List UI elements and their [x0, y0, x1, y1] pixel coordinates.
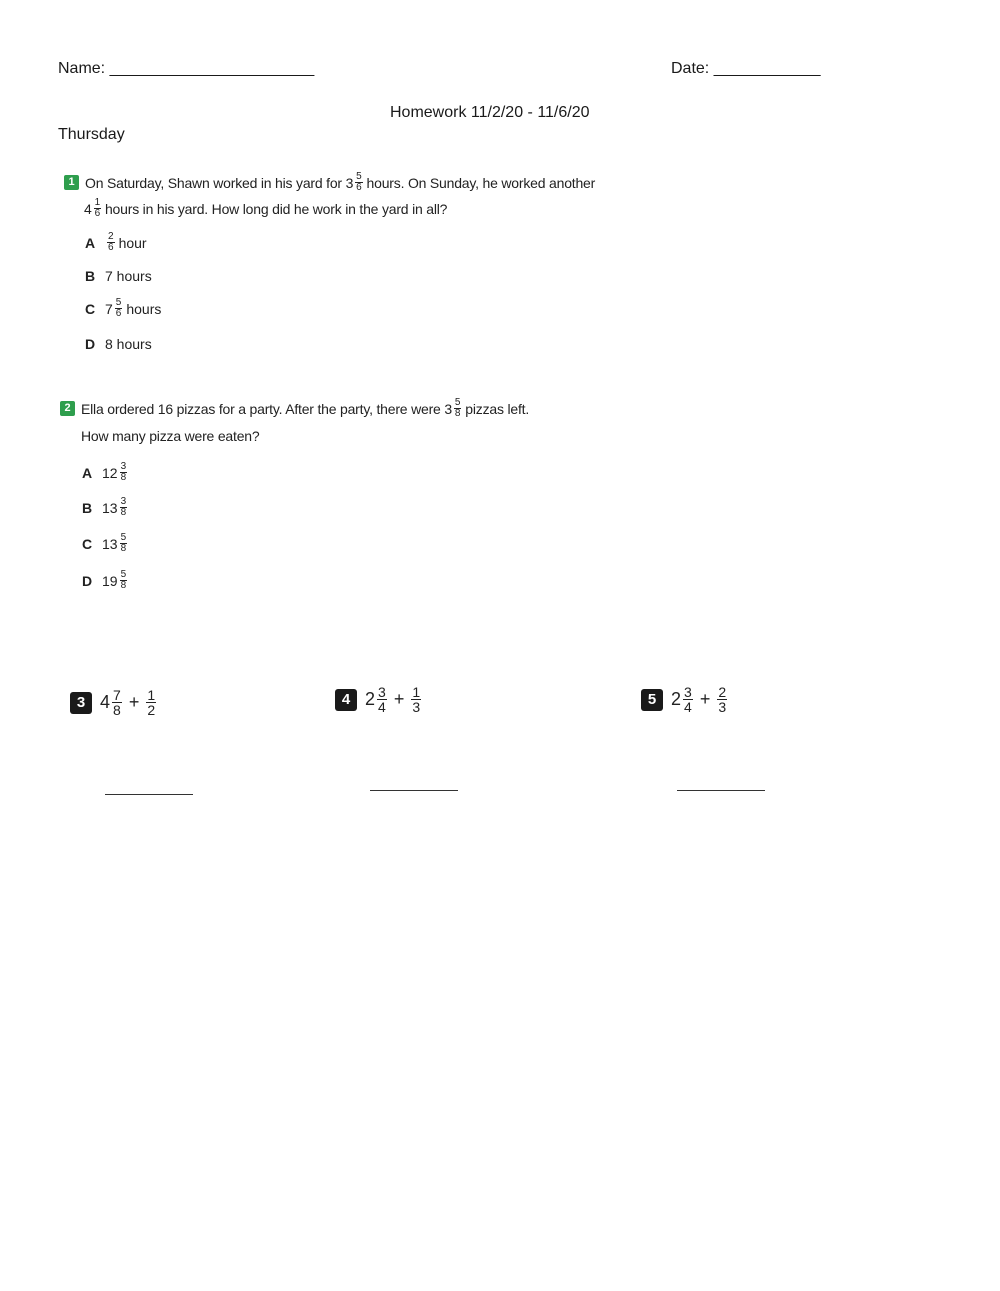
question-1-line-1	[64, 172, 595, 193]
problem-5-number: 5	[641, 689, 663, 711]
answer-line-3[interactable]	[105, 794, 193, 795]
question-1-line-2	[84, 198, 447, 219]
question-2-line-1	[60, 398, 529, 419]
problem-4-number: 4	[335, 689, 357, 711]
question-1-whole: 4	[84, 200, 92, 217]
day-label: Thursday	[58, 126, 125, 143]
fraction: $\frac{5}{8}$	[120, 532, 127, 554]
question-1-text-c: hours in his yard. How long did he work in the yard in all?	[104, 200, 448, 217]
fraction: $\frac{7}{8}$	[113, 687, 121, 718]
fraction: $\frac{5}{8}$	[454, 397, 461, 419]
name-field[interactable]: Name: _______________________	[58, 60, 315, 77]
fraction: $\frac{3}{4}$	[684, 684, 692, 715]
q2-option-c[interactable]: C 13 $\frac{5}{8}$	[82, 532, 127, 554]
problem-4: 4 2 $\frac{3}{4}$ + $\frac{1}{3}$	[335, 685, 423, 714]
question-2-text-a: Ella ordered 16 pizzas for a party. After the party, there were 3	[81, 400, 452, 417]
q2-option-a[interactable]: A 12 $\frac{3}{8}$	[82, 461, 127, 483]
question-2-text-c: How many pizza were eaten?	[81, 428, 260, 444]
problem-5: 5 2 $\frac{3}{4}$ + $\frac{2}{3}$	[641, 685, 729, 714]
question-1-text-a: On Saturday, Shawn worked in his yard for 3	[85, 174, 354, 191]
q1-option-a[interactable]: A $\frac{2}{6}$ hour	[85, 231, 147, 253]
fraction: $\frac{3}{8}$	[120, 496, 127, 518]
question-2-text-b: pizzas left.	[465, 400, 530, 417]
plus-sign: +	[699, 689, 711, 709]
fraction: $\frac{1}{6}$	[94, 197, 100, 219]
q1-option-b[interactable]: B 7 hours	[85, 268, 152, 284]
question-2-number: 2	[60, 401, 75, 416]
fraction: $\frac{1}{2}$	[147, 687, 156, 718]
plus-sign: +	[393, 689, 405, 709]
fraction: $\frac{2}{6}$	[108, 231, 114, 253]
question-1-number: 1	[64, 175, 79, 190]
q2-option-d[interactable]: D 19 $\frac{5}{8}$	[82, 569, 127, 591]
answer-line-5[interactable]	[677, 790, 765, 791]
problem-3: 3 4 $\frac{7}{8}$ + $\frac{1}{2}$	[70, 688, 158, 717]
answer-line-4[interactable]	[370, 790, 458, 791]
fraction: $\frac{5}{8}$	[120, 569, 127, 591]
fraction: $\frac{3}{8}$	[120, 461, 127, 483]
fraction: $\frac{5}{6}$	[115, 297, 122, 319]
problem-3-number: 3	[70, 692, 92, 714]
page-title: Homework 11/2/20 - 11/6/20	[390, 104, 590, 121]
plus-sign: +	[128, 692, 140, 712]
question-1-text-b: hours. On Sunday, he worked another	[366, 174, 596, 191]
fraction: $\frac{2}{3}$	[718, 684, 727, 715]
q1-option-c[interactable]: C 7 $\frac{5}{6}$ hours	[85, 297, 162, 319]
q1-option-d[interactable]: D 8 hours	[85, 336, 152, 352]
fraction: $\frac{1}{3}$	[412, 684, 421, 715]
q2-option-b[interactable]: B 13 $\frac{3}{8}$	[82, 496, 127, 518]
fraction: $\frac{5}{6}$	[356, 171, 362, 193]
fraction: $\frac{3}{4}$	[378, 684, 386, 715]
date-field[interactable]: Date: ____________	[671, 60, 821, 77]
